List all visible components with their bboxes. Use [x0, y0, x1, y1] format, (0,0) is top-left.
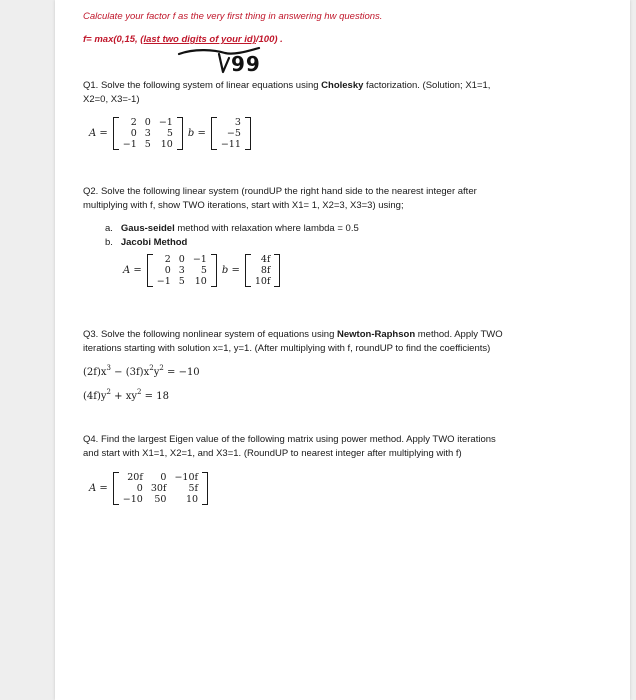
q4-matrix-A-cell: 20f — [127, 472, 143, 483]
formula-underlined: (last two digits of your id) — [140, 34, 256, 45]
q4-matrix-A-cell: 0 — [136, 483, 143, 494]
eq2-rhs: = 18 — [141, 391, 169, 402]
q4-A-label: A = — [89, 483, 108, 494]
q1-text-b: factorization. (Solution; X1=1, — [363, 80, 491, 91]
q4-matrix-A-row — [119, 494, 202, 505]
document-page — [55, 0, 630, 700]
q2-matrix-A-cell: 2 — [164, 254, 171, 265]
q2-matrix-A-row — [153, 254, 211, 265]
q4-matrix-A-cell: 10 — [185, 494, 199, 505]
q1-matrix-A-cell: −1 — [122, 139, 137, 150]
q2-vector-b-row — [251, 254, 275, 265]
q2-matrix-A-cell: −1 — [156, 276, 171, 287]
q2-matrix-A-cell: −1 — [192, 254, 207, 265]
q3-label: Q3. — [83, 329, 99, 340]
q2-a-marker: a. — [105, 223, 113, 234]
q1-vector-b-row — [217, 128, 245, 139]
q3-text-b: method. Apply TWO — [415, 329, 503, 340]
q2-b-method: Jacobi Method — [120, 237, 188, 248]
q3-text-line2: iterations starting with solution x=1, y=1. (After multiplying with f, roundUP to find the coefficients) — [83, 343, 491, 354]
q1-matrix-A-cell: 2 — [130, 117, 137, 128]
eq1-c-exp: 2 — [159, 364, 164, 372]
q2-line1: Solve the following linear system (roundUP the right hand side to the nearest integer after — [100, 186, 477, 197]
q1-matrix-A-cell: 5 — [144, 139, 151, 150]
eq1-b: − (3f)x — [110, 367, 150, 378]
q1-matrix-A-row — [119, 117, 177, 128]
q2-text-line2: multiplying with f, show TWO iterations, start with X1= 1, X2=3, X3=3) using; — [83, 200, 404, 211]
q2-matrix-A-row — [153, 265, 211, 276]
q2-item-b — [105, 236, 187, 250]
q2-label: Q2. — [83, 186, 99, 197]
q4-matrix-A-cell: 5f — [188, 483, 199, 494]
q4-matrix-A-cell: −10 — [122, 494, 143, 505]
formula-prefix: f= max(0,15, — [83, 34, 141, 45]
q4-matrix-A-cell: 30f — [150, 483, 167, 494]
eq1-b-exp: 2 — [149, 364, 154, 372]
factor-instruction: Calculate your factor f as the very first thing in answering hw questions. — [83, 11, 383, 22]
q1-matrix-A-row — [119, 128, 177, 139]
eq2-a-exp: 2 — [106, 388, 111, 396]
q1-A-label: A = — [89, 128, 108, 139]
q2-vector-b-cell: 8f — [260, 265, 271, 276]
eq1-a-exp: 3 — [106, 364, 111, 372]
q4-line1: Find the largest Eigen value of the following matrix using power method. Apply TWO iterations — [100, 434, 496, 445]
q1-vector-b-row — [217, 117, 245, 128]
q1-text-line1 — [83, 79, 490, 93]
handwritten-value: 99 — [231, 52, 261, 76]
eq2-b: + xy — [110, 391, 138, 402]
q2-matrix-A-row — [153, 276, 211, 287]
q1-matrix-A-cell: 3 — [144, 128, 151, 139]
q2-text-line1 — [83, 185, 477, 199]
eq2-b-exp: 2 — [137, 388, 142, 396]
q4-matrix-A-row — [119, 472, 202, 483]
q2-vector-b-cell: 10f — [254, 276, 271, 287]
q3-equation-1 — [83, 364, 200, 378]
q2-b-marker: b. — [105, 237, 113, 248]
q1-matrix-A-cell: 0 — [130, 128, 137, 139]
q4-matrix-A — [113, 472, 208, 505]
q2-matrix-A-cell: 0 — [178, 254, 185, 265]
q4-matrix-A-cell: −10f — [174, 472, 199, 483]
q1-equation — [89, 117, 251, 150]
q1-method: Cholesky — [321, 80, 364, 91]
q1-matrix-A-cell: −1 — [158, 117, 173, 128]
q2-A-label: A = — [123, 265, 142, 276]
q4-equation — [89, 472, 208, 505]
q2-matrix-A-cell: 0 — [164, 265, 171, 276]
q1-matrix-A-cell: 5 — [166, 128, 173, 139]
q3-equation-2 — [83, 388, 169, 402]
q2-a-method: Gaus-seidel — [120, 223, 175, 234]
q1-text-line2: X2=0, X3=-1) — [83, 94, 140, 105]
q1-matrix-A-cell: 0 — [144, 117, 151, 128]
q1-label: Q1. — [83, 80, 99, 91]
q2-matrix-A-cell: 5 — [200, 265, 207, 276]
q2-vector-b-row — [251, 265, 275, 276]
q2-equation — [123, 254, 280, 287]
q1-vector-b-cell: −11 — [220, 139, 241, 150]
q4-text-line1 — [83, 433, 496, 447]
q3-method: Newton-Raphson — [337, 329, 416, 340]
q1-text-a: Solve the following system of linear equations using — [100, 80, 322, 91]
q3-text-line1 — [83, 328, 503, 342]
formula-suffix: /100) . — [255, 34, 283, 45]
q2-vector-b-cell: 4f — [260, 254, 271, 265]
q1-matrix-A-row — [119, 139, 177, 150]
q4-label: Q4. — [83, 434, 99, 445]
q2-matrix-A-cell: 5 — [178, 276, 185, 287]
q1-vector-b — [211, 117, 251, 150]
q2-b-label: b = — [221, 265, 240, 276]
q4-matrix-A-row — [119, 483, 202, 494]
eq1-a: (2f)x — [83, 367, 107, 378]
eq1-rhs: = −10 — [163, 367, 200, 378]
eq2-a: (4f)y — [83, 391, 107, 402]
q2-vector-b — [245, 254, 281, 287]
q2-matrix-A-cell: 3 — [178, 265, 185, 276]
q1-vector-b-row — [217, 139, 245, 150]
q4-matrix-A-cell: 50 — [154, 494, 167, 505]
q4-text-line2: and start with X1=1, X2=1, and X3=1. (RoundUP to nearest integer after multiplying with f) — [83, 448, 462, 459]
q2-matrix-A-cell: 10 — [194, 276, 207, 287]
q1-b-label: b = — [187, 128, 206, 139]
q2-item-a — [105, 222, 359, 236]
eq1-c: y — [153, 367, 160, 378]
q1-matrix-A — [113, 117, 183, 150]
q1-vector-b-cell: 3 — [234, 117, 241, 128]
q2-matrix-A — [147, 254, 217, 287]
q2-vector-b-row — [251, 276, 275, 287]
q1-vector-b-cell: −5 — [226, 128, 241, 139]
q4-matrix-A-cell: 0 — [160, 472, 167, 483]
q1-matrix-A-cell: 10 — [160, 139, 173, 150]
q3-text-a: Solve the following nonlinear system of equations using — [100, 329, 338, 340]
q2-a-rest: method with relaxation where lambda = 0.5 — [174, 223, 359, 234]
